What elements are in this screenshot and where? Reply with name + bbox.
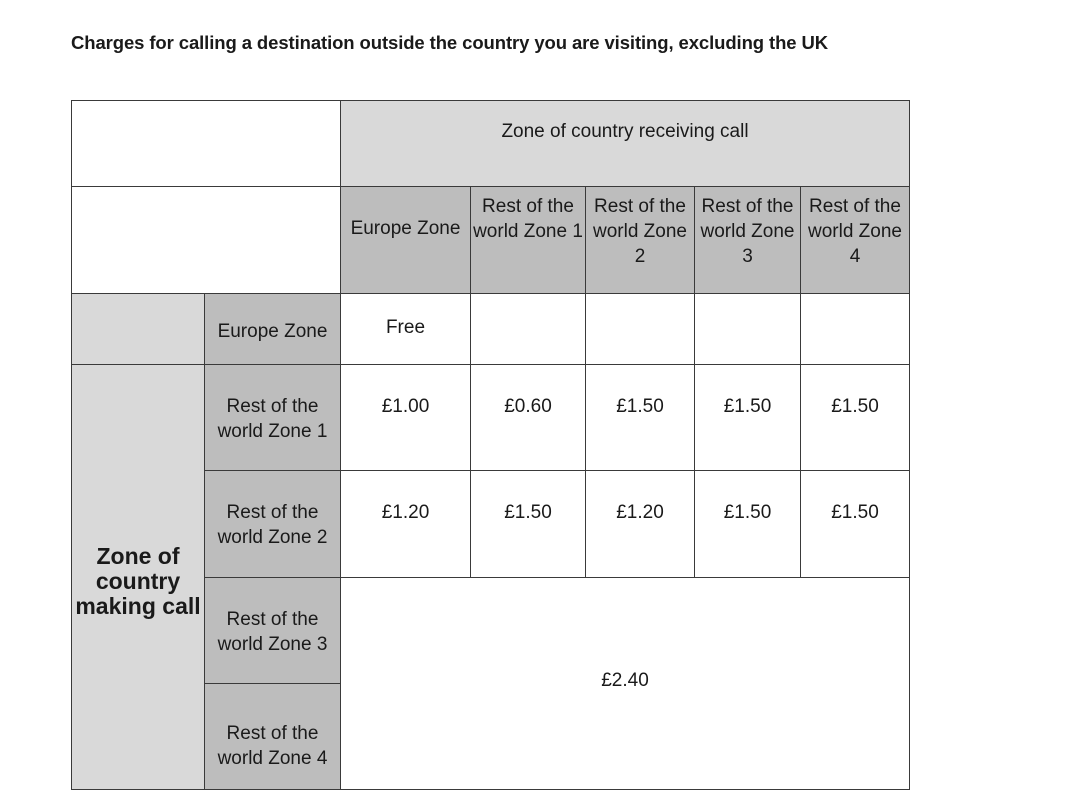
- cell-europe-zone1: [471, 294, 586, 365]
- cell-zone2-europe: £1.20: [341, 471, 471, 578]
- merged-charge-cell: £2.40: [341, 578, 910, 790]
- row-header-rest-zone-1: Rest of the world Zone 1: [205, 365, 341, 471]
- corner-cell-2: [72, 187, 341, 294]
- cell-europe-zone4: [801, 294, 910, 365]
- col-header-rest-zone-1: Rest of the world Zone 1: [471, 187, 586, 294]
- row-header-europe-zone: Europe Zone: [205, 294, 341, 365]
- cell-zone1-zone1: £0.60: [471, 365, 586, 471]
- cell-zone1-zone3: £1.50: [695, 365, 801, 471]
- row-header-rest-zone-2: Rest of the world Zone 2: [205, 471, 341, 578]
- row-header-rest-zone-4: Rest of the world Zone 4: [205, 684, 341, 790]
- cell-zone1-zone2: £1.50: [586, 365, 695, 471]
- charges-table: [71, 100, 910, 790]
- making-zone-header: Zone of country making call: [72, 365, 205, 790]
- making-zone-blank-cell: [72, 294, 205, 365]
- page-title: Charges for calling a destination outside the country you are visiting, excluding the UK: [71, 32, 829, 53]
- cell-europe-zone3: [695, 294, 801, 365]
- row-header-rest-zone-3: Rest of the world Zone 3: [205, 578, 341, 684]
- table-row: [72, 294, 910, 365]
- cell-zone1-europe: £1.00: [341, 365, 471, 471]
- cell-zone2-zone1: £1.50: [471, 471, 586, 578]
- header-row-columns: [72, 187, 910, 294]
- col-header-rest-zone-2: Rest of the world Zone 2: [586, 187, 695, 294]
- receiving-zone-header: Zone of country receiving call: [341, 101, 910, 187]
- cell-zone1-zone4: £1.50: [801, 365, 910, 471]
- cell-zone2-zone2: £1.20: [586, 471, 695, 578]
- corner-cell: [72, 101, 341, 187]
- table-row: [72, 365, 910, 471]
- header-row-receiving: [72, 101, 910, 187]
- cell-zone2-zone3: £1.50: [695, 471, 801, 578]
- col-header-rest-zone-4: Rest of the world Zone 4: [801, 187, 910, 294]
- col-header-europe-zone: Europe Zone: [341, 187, 471, 294]
- col-header-rest-zone-3: Rest of the world Zone 3: [695, 187, 801, 294]
- cell-zone2-zone4: £1.50: [801, 471, 910, 578]
- cell-europe-zone2: [586, 294, 695, 365]
- cell-europe-europe: Free: [341, 294, 471, 365]
